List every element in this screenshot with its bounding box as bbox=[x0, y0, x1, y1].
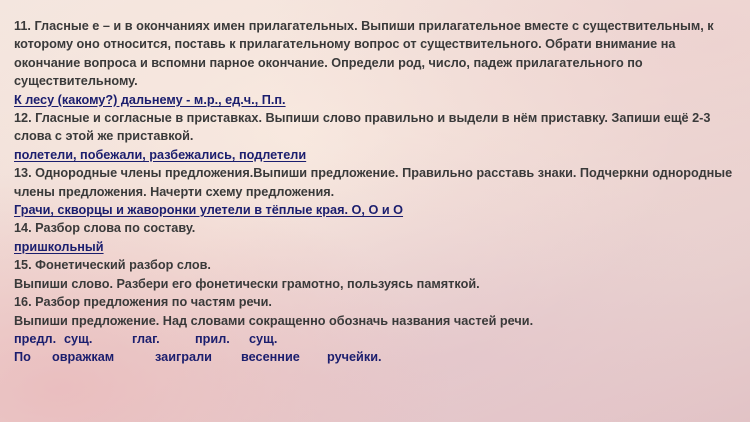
sentence-word: овражкам bbox=[52, 350, 115, 365]
task-13-example: Грачи, скворцы и жаворонки улетели в тёплые края. О, О и О bbox=[14, 203, 404, 218]
task-12-text: 12. Гласные и согласные в приставках. Выпиши слово правильно и выдели в нём приставку. Запиши ещё 2-3 слова с этой же приставкой. bbox=[14, 111, 711, 144]
sentence-word: ручейки. bbox=[327, 350, 382, 365]
task-12-example: полетели, побежали, разбежались, подлетели bbox=[14, 147, 307, 162]
task-11-text: 11. Гласные е – и в окончаниях имен прилагательных. Выпиши прилагательное вместе с существительным, к которому оно относится, поставь к прилагательному вопрос от существительного. Обрати внимание на окончание вопроса и вспомни парное окончание. Определи род, число, падеж прилагательного по существительному. bbox=[14, 19, 714, 89]
task-16-text: Выпиши предложение. Над словами сокращенно обозначь названия частей речи. bbox=[14, 313, 534, 328]
task-13-text: 13. Однородные члены предложения.Выпиши предложение. Правильно расставь знаки. Подчеркни однородные члены предложения. Начерти схему предложения. bbox=[14, 166, 733, 199]
task-14-example: пришкольный bbox=[14, 239, 104, 254]
pos-label: глаг. bbox=[132, 331, 160, 346]
task-15-title: 15. Фонетический разбор слов. bbox=[14, 258, 211, 273]
pos-label: сущ. bbox=[249, 331, 278, 346]
sentence-word: заиграли bbox=[155, 350, 212, 365]
task-11-example: К лесу (какому?) дальнему - м.р., ед.ч., П.п. bbox=[14, 92, 286, 107]
pos-label: прил. bbox=[195, 331, 230, 346]
parts-of-speech-row bbox=[14, 330, 738, 348]
sentence-word: По bbox=[14, 350, 31, 365]
task-16-title: 16. Разбор предложения по частям речи. bbox=[14, 295, 272, 310]
pos-label: предл. bbox=[14, 331, 57, 346]
sentence-word: весенние bbox=[241, 350, 300, 365]
task-15-text: Выпиши слово. Разбери его фонетически грамотно, пользуясь памяткой. bbox=[14, 276, 480, 291]
task-list bbox=[14, 17, 738, 367]
sentence-row bbox=[14, 348, 738, 366]
pos-label: сущ. bbox=[64, 331, 93, 346]
task-14-title: 14. Разбор слова по составу. bbox=[14, 221, 196, 236]
